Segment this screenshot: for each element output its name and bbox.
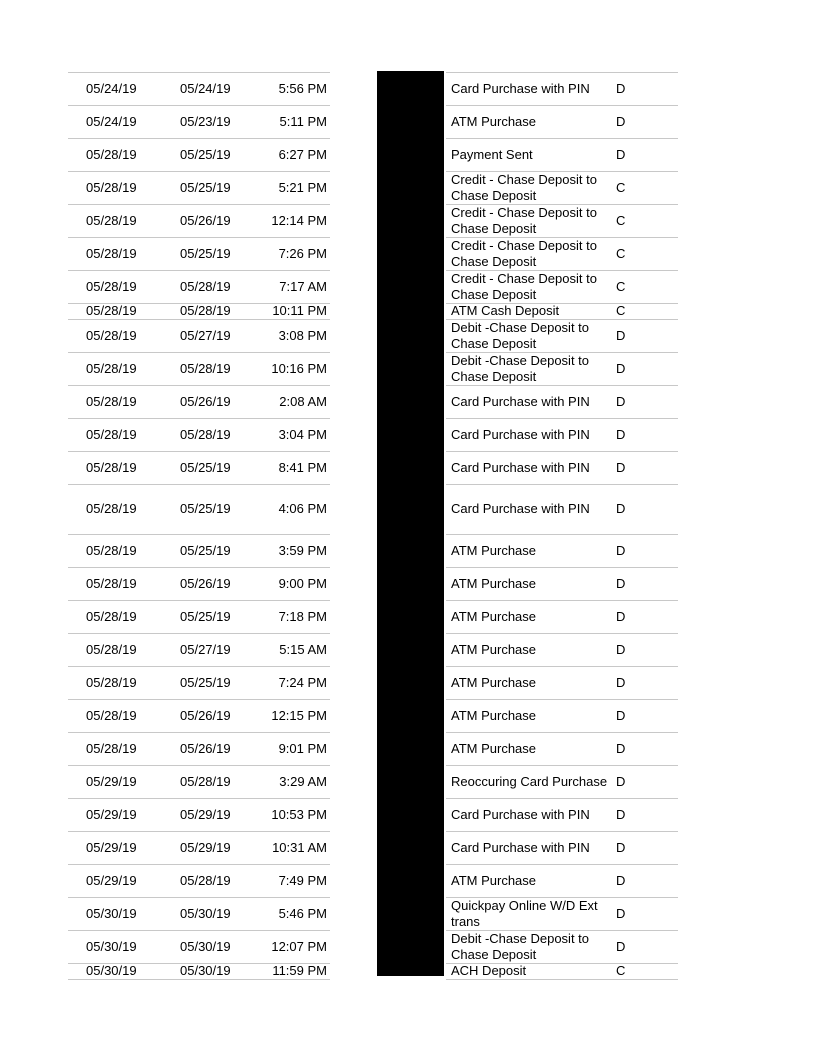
description-cell: ATM Purchase	[451, 708, 537, 723]
description-cell: ACH Deposit	[451, 963, 527, 978]
debit-credit-cell: D	[616, 642, 626, 657]
posting-date-cell: 05/29/19	[86, 873, 137, 888]
row-divider	[68, 418, 330, 419]
debit-credit-cell: C	[616, 246, 626, 261]
row-divider	[446, 105, 678, 106]
transaction-time-cell: 3:29 AM	[279, 774, 327, 789]
description-cell: Reoccuring Card Purchase	[451, 774, 608, 789]
posting-date-cell: 05/28/19	[86, 279, 137, 294]
row-divider	[68, 171, 330, 172]
transaction-date-cell: 05/28/19	[180, 774, 231, 789]
row-divider	[68, 204, 330, 205]
redaction-bar	[377, 71, 444, 976]
posting-date-cell: 05/28/19	[86, 361, 137, 376]
description-cell: Card Purchase with PIN	[451, 501, 590, 516]
transaction-date-cell: 05/25/19	[180, 460, 231, 475]
row-divider	[446, 633, 678, 634]
debit-credit-cell: C	[616, 303, 626, 318]
transaction-date-cell: 05/29/19	[180, 807, 231, 822]
transaction-time-cell: 10:53 PM	[271, 807, 327, 822]
row-divider	[68, 237, 330, 238]
transaction-time-cell: 7:26 PM	[278, 246, 327, 261]
debit-credit-cell: D	[616, 328, 626, 343]
row-divider	[68, 666, 330, 667]
posting-date-cell: 05/28/19	[86, 741, 137, 756]
transaction-time-cell: 9:01 PM	[278, 741, 327, 756]
description-cell: Card Purchase with PIN	[451, 807, 590, 822]
transaction-date-cell: 05/24/19	[180, 81, 231, 96]
row-divider	[68, 72, 330, 73]
row-divider	[446, 765, 678, 766]
row-divider	[446, 798, 678, 799]
description-cell: Debit -Chase Deposit to Chase Deposit	[451, 353, 590, 384]
posting-date-cell: 05/30/19	[86, 906, 137, 921]
row-divider	[68, 930, 330, 931]
description-cell: ATM Purchase	[451, 543, 537, 558]
posting-date-cell: 05/29/19	[86, 840, 137, 855]
transaction-time-cell: 7:49 PM	[278, 873, 327, 888]
debit-credit-cell: D	[616, 609, 626, 624]
description-cell: Debit -Chase Deposit to Chase Deposit	[451, 931, 590, 962]
row-divider	[68, 451, 330, 452]
transaction-date-cell: 05/25/19	[180, 543, 231, 558]
posting-date-cell: 05/28/19	[86, 246, 137, 261]
transaction-date-cell: 05/26/19	[180, 576, 231, 591]
row-divider	[446, 699, 678, 700]
transaction-date-cell: 05/26/19	[180, 741, 231, 756]
transaction-date-cell: 05/26/19	[180, 708, 231, 723]
row-divider	[446, 451, 678, 452]
debit-credit-cell: D	[616, 427, 626, 442]
description-cell: ATM Purchase	[451, 609, 537, 624]
debit-credit-cell: D	[616, 840, 626, 855]
description-cell: ATM Purchase	[451, 576, 537, 591]
row-divider	[446, 831, 678, 832]
debit-credit-cell: D	[616, 147, 626, 162]
transaction-time-cell: 4:06 PM	[278, 501, 327, 516]
posting-date-cell: 05/28/19	[86, 303, 137, 318]
transaction-time-cell: 12:14 PM	[271, 213, 327, 228]
row-divider	[68, 897, 330, 898]
description-cell: Credit - Chase Deposit to Chase Deposit	[451, 172, 597, 203]
transaction-date-cell: 05/30/19	[180, 939, 231, 954]
description-cell: Payment Sent	[451, 147, 533, 162]
posting-date-cell: 05/28/19	[86, 609, 137, 624]
debit-credit-cell: C	[616, 213, 626, 228]
posting-date-cell: 05/30/19	[86, 963, 137, 978]
debit-credit-cell: D	[616, 741, 626, 756]
table-bottom-border	[446, 979, 678, 980]
row-divider	[446, 567, 678, 568]
debit-credit-cell: D	[616, 774, 626, 789]
row-divider	[446, 600, 678, 601]
transaction-time-cell: 12:07 PM	[271, 939, 327, 954]
debit-credit-cell: D	[616, 873, 626, 888]
posting-date-cell: 05/28/19	[86, 708, 137, 723]
row-divider	[446, 864, 678, 865]
description-cell: Card Purchase with PIN	[451, 460, 590, 475]
transaction-time-cell: 5:21 PM	[278, 180, 327, 195]
transaction-time-cell: 6:27 PM	[278, 147, 327, 162]
transaction-date-cell: 05/25/19	[180, 609, 231, 624]
row-divider	[68, 732, 330, 733]
posting-date-cell: 05/28/19	[86, 180, 137, 195]
transaction-date-cell: 05/25/19	[180, 501, 231, 516]
table-bottom-border	[68, 979, 330, 980]
transaction-date-cell: 05/23/19	[180, 114, 231, 129]
description-cell: ATM Purchase	[451, 675, 537, 690]
transaction-time-cell: 7:24 PM	[278, 675, 327, 690]
description-cell: Card Purchase with PIN	[451, 427, 590, 442]
transaction-time-cell: 5:11 PM	[279, 114, 327, 129]
transaction-time-cell: 7:18 PM	[278, 609, 327, 624]
posting-date-cell: 05/28/19	[86, 427, 137, 442]
transaction-date-cell: 05/27/19	[180, 642, 231, 657]
row-divider	[68, 567, 330, 568]
transaction-time-cell: 10:16 PM	[271, 361, 327, 376]
transaction-date-cell: 05/28/19	[180, 279, 231, 294]
transaction-time-cell: 2:08 AM	[279, 394, 327, 409]
description-cell: ATM Purchase	[451, 741, 537, 756]
posting-date-cell: 05/29/19	[86, 807, 137, 822]
row-divider	[68, 484, 330, 485]
debit-credit-cell: D	[616, 460, 626, 475]
row-divider	[446, 138, 678, 139]
transaction-date-cell: 05/30/19	[180, 963, 231, 978]
transaction-time-cell: 10:31 AM	[272, 840, 327, 855]
posting-date-cell: 05/28/19	[86, 147, 137, 162]
posting-date-cell: 05/28/19	[86, 328, 137, 343]
transaction-time-cell: 7:17 AM	[279, 279, 327, 294]
transaction-time-cell: 5:15 AM	[279, 642, 327, 657]
row-divider	[446, 484, 678, 485]
row-divider	[68, 765, 330, 766]
description-cell: Credit - Chase Deposit to Chase Deposit	[451, 238, 597, 269]
transaction-date-cell: 05/25/19	[180, 147, 231, 162]
debit-credit-cell: D	[616, 708, 626, 723]
description-cell: ATM Cash Deposit	[451, 303, 560, 318]
transaction-date-cell: 05/27/19	[180, 328, 231, 343]
debit-credit-cell: D	[616, 361, 626, 376]
description-cell: ATM Purchase	[451, 114, 537, 129]
debit-credit-cell: D	[616, 543, 626, 558]
transaction-time-cell: 3:59 PM	[278, 543, 327, 558]
posting-date-cell: 05/28/19	[86, 213, 137, 228]
transaction-time-cell: 11:59 PM	[272, 963, 327, 978]
posting-date-cell: 05/28/19	[86, 460, 137, 475]
debit-credit-cell: D	[616, 114, 626, 129]
transaction-date-cell: 05/25/19	[180, 180, 231, 195]
posting-date-cell: 05/28/19	[86, 642, 137, 657]
debit-credit-cell: C	[616, 180, 626, 195]
posting-date-cell: 05/28/19	[86, 675, 137, 690]
debit-credit-cell: C	[616, 963, 626, 978]
transaction-date-cell: 05/26/19	[180, 213, 231, 228]
row-divider	[68, 633, 330, 634]
row-divider	[68, 699, 330, 700]
transaction-date-cell: 05/28/19	[180, 303, 231, 318]
transaction-time-cell: 12:15 PM	[271, 708, 327, 723]
description-cell: Card Purchase with PIN	[451, 81, 590, 96]
transaction-date-cell: 05/25/19	[180, 246, 231, 261]
transaction-date-cell: 05/28/19	[180, 361, 231, 376]
posting-date-cell: 05/28/19	[86, 543, 137, 558]
transaction-time-cell: 5:56 PM	[278, 81, 327, 96]
posting-date-cell: 05/28/19	[86, 394, 137, 409]
transaction-time-cell: 5:46 PM	[278, 906, 327, 921]
transaction-time-cell: 9:00 PM	[278, 576, 327, 591]
row-divider	[446, 385, 678, 386]
row-divider	[446, 72, 678, 73]
posting-date-cell: 05/28/19	[86, 576, 137, 591]
transaction-time-cell: 3:08 PM	[278, 328, 327, 343]
transaction-time-cell: 10:11 PM	[272, 303, 327, 318]
row-divider	[68, 385, 330, 386]
debit-credit-cell: D	[616, 576, 626, 591]
row-divider	[68, 270, 330, 271]
debit-credit-cell: D	[616, 807, 626, 822]
description-cell: Debit -Chase Deposit to Chase Deposit	[451, 320, 590, 351]
posting-date-cell: 05/30/19	[86, 939, 137, 954]
debit-credit-cell: D	[616, 394, 626, 409]
debit-credit-cell: D	[616, 906, 626, 921]
row-divider	[68, 319, 330, 320]
transaction-date-cell: 05/25/19	[180, 675, 231, 690]
posting-date-cell: 05/28/19	[86, 501, 137, 516]
row-divider	[68, 600, 330, 601]
description-cell: Quickpay Online W/D Ext trans	[451, 898, 598, 929]
row-divider	[68, 831, 330, 832]
debit-credit-cell: D	[616, 939, 626, 954]
description-cell: ATM Purchase	[451, 642, 537, 657]
posting-date-cell: 05/24/19	[86, 81, 137, 96]
transaction-date-cell: 05/29/19	[180, 840, 231, 855]
debit-credit-cell: C	[616, 279, 626, 294]
transaction-date-cell: 05/26/19	[180, 394, 231, 409]
transaction-time-cell: 3:04 PM	[278, 427, 327, 442]
row-divider	[68, 864, 330, 865]
transaction-date-cell: 05/28/19	[180, 873, 231, 888]
description-cell: Credit - Chase Deposit to Chase Deposit	[451, 271, 597, 302]
transaction-date-cell: 05/28/19	[180, 427, 231, 442]
row-divider	[446, 732, 678, 733]
debit-credit-cell: D	[616, 501, 626, 516]
posting-date-cell: 05/29/19	[86, 774, 137, 789]
row-divider	[68, 138, 330, 139]
description-cell: ATM Purchase	[451, 873, 537, 888]
transaction-time-cell: 8:41 PM	[278, 460, 327, 475]
row-divider	[68, 798, 330, 799]
transaction-date-cell: 05/30/19	[180, 906, 231, 921]
row-divider	[68, 352, 330, 353]
description-cell: Credit - Chase Deposit to Chase Deposit	[451, 205, 597, 236]
row-divider	[68, 105, 330, 106]
posting-date-cell: 05/24/19	[86, 114, 137, 129]
row-divider	[446, 666, 678, 667]
row-divider	[446, 418, 678, 419]
row-divider	[446, 534, 678, 535]
description-cell: Card Purchase with PIN	[451, 840, 590, 855]
description-cell: Card Purchase with PIN	[451, 394, 590, 409]
row-divider	[68, 534, 330, 535]
debit-credit-cell: D	[616, 675, 626, 690]
debit-credit-cell: D	[616, 81, 626, 96]
